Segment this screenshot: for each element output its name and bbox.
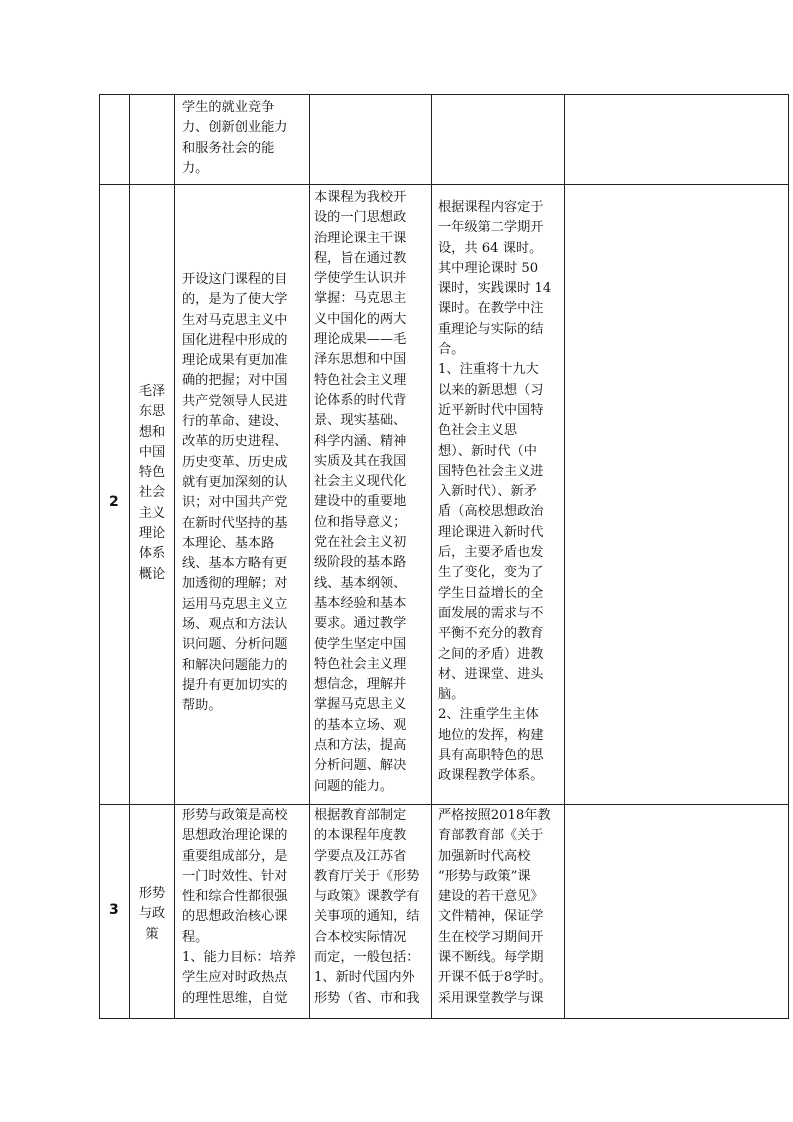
- column-divider: [129, 94, 130, 1019]
- table-border-right: [788, 94, 789, 1019]
- row1-objective: 学生的就业竞争 力、创新创业能力 和服务社会的能 力。: [182, 100, 288, 176]
- column-divider: [174, 94, 175, 1019]
- table-border-bottom: [99, 1018, 789, 1019]
- column-divider: [564, 94, 565, 1019]
- table-border-top: [99, 94, 789, 95]
- curriculum-table: [99, 94, 789, 1019]
- row3-content: 根据教育部制定 的本课程年度教 学要点及江苏省 教育厅关于《形势 与政策》课教学有 关事项的通知，结 合本校实际情况 而定，一般包括： 1、新时代国内外 形势（省、市和我: [314, 808, 420, 1006]
- row3-requirements: 严格按照2018年教 育部教育部《关于 加强新时代高校 “形势与政策”课 建设的若干意见》 文件精神，保证学 生在校学习期间开 课不断线。每学期 开课不低于8学时。 采用课堂教学与课: [438, 808, 552, 1006]
- row3-course-name: 形势 与政 策: [138, 886, 166, 942]
- row2-objective: 开设这门课程的目 的，是为了使大学 生对马克思主义中 国化进程中形成的 理论成果有更加准 确的把握；对中国 共产党领导人民进 行的革命、建设、 改革的历史进程、 历史变革、历史成 就有更加深刻的认 识；对中国共产党 在新时代坚持的基 本理论、基本路 线、基本方略有更 加透彻的理解；对 运用马克思主义立 场、观点和方法认 识问题、分析问题 和解决问题能力的 提升有更加切实的 帮助。: [182, 272, 288, 714]
- row-divider: [99, 184, 789, 185]
- row-divider: [99, 804, 789, 805]
- row2-requirements: 根据课程内容定于 一年级第二学期开 设，共 64 课时。 其中理论课时 50 课时，实践课时 14 课时。在教学中注 重理论与实际的结 合。 1、注重将十九大 以来的新思想（习 近平新时代中国特 色社会主义思 想）、新时代（中 国特色社会主义进 入新时代）、新矛 盾（高校思想政治 理论课进入新时代 后，主要矛盾也发 生了变化，变为了 学生日益增长的全 面发展的需求与不 平衡不充分的教育 之间的矛盾）进教 材、进课堂、进头 脑。 2、注重学生主体 地位的发挥，构建 具有高职特色的思 政课程教学体系。: [438, 200, 552, 784]
- column-divider: [431, 94, 432, 1019]
- row2-number: 2: [109, 494, 119, 510]
- row3-number: 3: [109, 902, 119, 918]
- table-border-left: [99, 94, 100, 1019]
- column-divider: [309, 94, 310, 1019]
- row2-content: 本课程为我校开 设的一门思想政 治理论课主干课 程，旨在通过教 学使学生认识并 掌握：马克思主 义中国化的两大 理论成果——毛 泽东思想和中国 特色社会主义理 论体系的时代背 景、现实基础、 科学内涵、精神 实质及其在我国 社会主义现代化 建设中的重要地 位和指导意义； 党在社会主义初 级阶段的基本路 线、基本纲领、 基本经验和基本 要求。通过教学 使学生坚定中国 特色社会主义理 想信念，理解并 掌握马克思主义 的基本立场、观 点和方法，提高 分析问题、解决 问题的能力。: [314, 190, 407, 794]
- row3-objective: 形势与政策是高校 思想政治理论课的 重要组成部分，是 一门时效性、针对 性和综合性都很强 的思想政治核心课 程。 1、能力目标：培养 学生应对时政热点 的理性思维，自觉: [182, 808, 296, 1006]
- row2-course-name: 毛泽 东思 想和 中国 特色 社会 主义 理论 体系 概论: [138, 384, 166, 582]
